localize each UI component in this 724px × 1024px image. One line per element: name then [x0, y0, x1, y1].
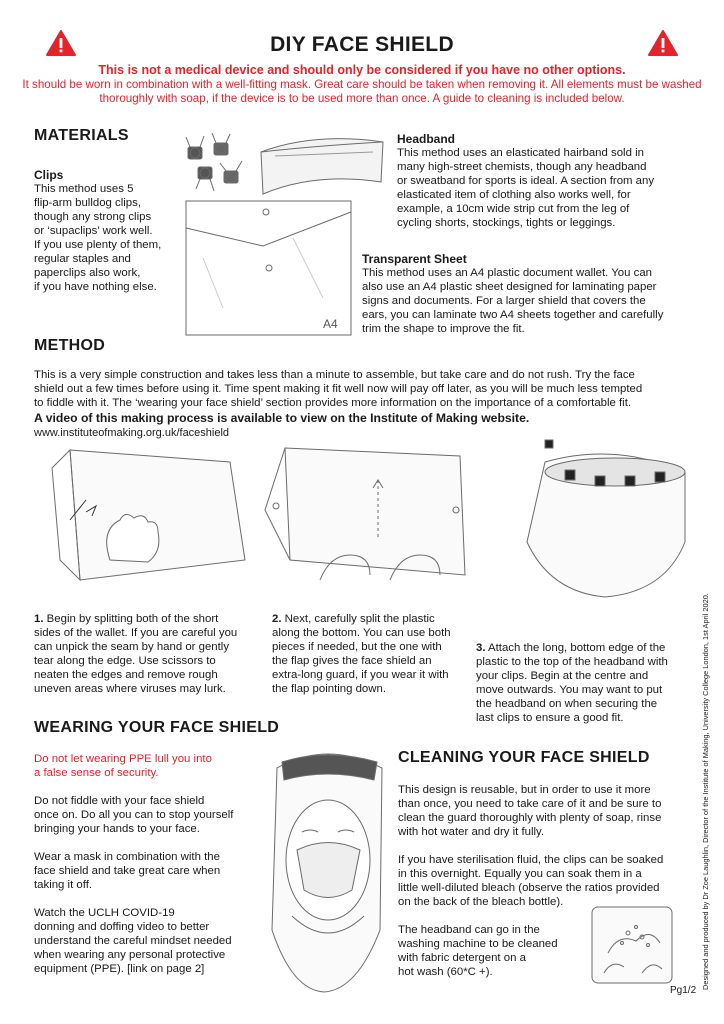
step-1: 1. Begin by splitting both of the short sides of the wallet. If you are careful you can unpick the seam by hand or gently tear along the edge. Use scissors to neaten the edges and remove rough uneven areas where viruses may lurk. [34, 613, 238, 695]
clips-title: Clips [34, 168, 64, 182]
clips-section [34, 168, 184, 294]
step1-illustration [40, 440, 250, 590]
method-intro: This is a very simple construction and takes less than a minute to assemble, but take care and do not rush. Try the face shield out a few times before using it. Time spent making it fit well now will pay off later, as you will be much less tempted to fiddle with it. The ‘wearing your face shield’ section provides more information on the importance of a comfortable fit. [34, 369, 643, 409]
a4-wallet-illustration [183, 198, 355, 338]
credit-text: Designed and produced by Dr Zoe Laughlin, Director of the Institute of Making, University College London, 1st April 2020. [701, 593, 710, 990]
sheet-text: This method uses an A4 plastic document wallet. You can also use an A4 plastic sheet designed for laminating paper signs and documents. For a larger shield that covers the ears, you can laminate two A4 sheets together and carefully trim the shape to improve the fit. [362, 267, 664, 335]
headband-text: This method uses an elasticated hairband sold in many high-street chemists, though any headband or sweatband for sports is ideal. A section from any elasticated item of clothing also works well, for example, a 10cm wide strip cut from the leg of cycling shorts, stockings, tights or leggings. [397, 147, 655, 229]
sheet-title: Transparent Sheet [362, 252, 467, 266]
washing-illustration [588, 903, 678, 988]
method-heading: METHOD [34, 337, 106, 354]
clips-text: This method uses 5 flip-arm bulldog clips, though any strong clips or ‘supaclips’ work well. If you use plenty of them, regular staples and paperclips also work, if you have nothing else. [34, 183, 162, 293]
step2-illustration [260, 440, 480, 590]
video-link[interactable]: www.instituteofmaking.org.uk/faceshield [34, 427, 230, 439]
headband-illustration [255, 132, 390, 202]
headband-title: Headband [397, 132, 456, 146]
step-3: 3. Attach the long, bottom edge of the plastic to the top of the headband with your clips. Begin at the centre and move outwards. You may want to put the headband on when securing the last clips to ensure a good fit. [476, 642, 668, 724]
video-note: A video of this making process is available to view on the Institute of Making website. [34, 411, 530, 425]
warning-text: It should be worn in combination with a well-fitting mask. Great care should be taken when removing it. All elements must be washed thoroughly with soap, if the device is to be used more than once. A guide to cleaning is included below. [22, 78, 702, 105]
wearing-heading: WEARING YOUR FACE SHIELD [34, 719, 280, 736]
cleaning-text: This design is reusable, but in order to use it more than once, you need to take care of it and be sure to clean the guard thoroughly with plenty of soap, rinse with hot water and dry it fully. If you have sterilisation fluid, the clips can be soaked in this overnight. Equally you can soak them in a little well-diluted bleach (observe the ratios provided on the back of the bleach bottle). The headband can go in the washing machine to be cleaned with fabric detergent on a hot wash (60*C +). [398, 784, 664, 978]
step3-illustration [505, 432, 705, 602]
wearing-text: Do not let wearing PPE lull you into a false sense of security. Do not fiddle with your face shield once on. Do all you can to stop yourself bringing your hands to your face. Wear a mask in combination with the face shield and take great care when taking it off. Watch the UCLH COVID-19 donning and doffing video to better understand the careful mindset needed when wearing any personal protective equipment (PPE). [link on page 2] [34, 753, 234, 975]
sheet-section [362, 252, 707, 336]
warning-bold: This is not a medical device and should only be considered if you have no other options. [98, 63, 626, 77]
headband-section [397, 132, 707, 230]
wallet-label: A4 [323, 317, 338, 331]
materials-heading: MATERIALS [34, 127, 129, 144]
face-shield-wearer-illustration [252, 740, 402, 1000]
bulldog-clips-illustration [180, 133, 250, 203]
page-title: DIY FACE SHIELD [270, 33, 454, 56]
page-number: Pg1/2 [670, 985, 697, 996]
cleaning-heading: CLEANING YOUR FACE SHIELD [398, 749, 650, 766]
step-2: 2. Next, carefully split the plastic along the bottom. You can use both pieces if needed, but the one with the flap gives the face shield an extra-long guard, if you wear it with the flap pointing down. [272, 613, 451, 695]
